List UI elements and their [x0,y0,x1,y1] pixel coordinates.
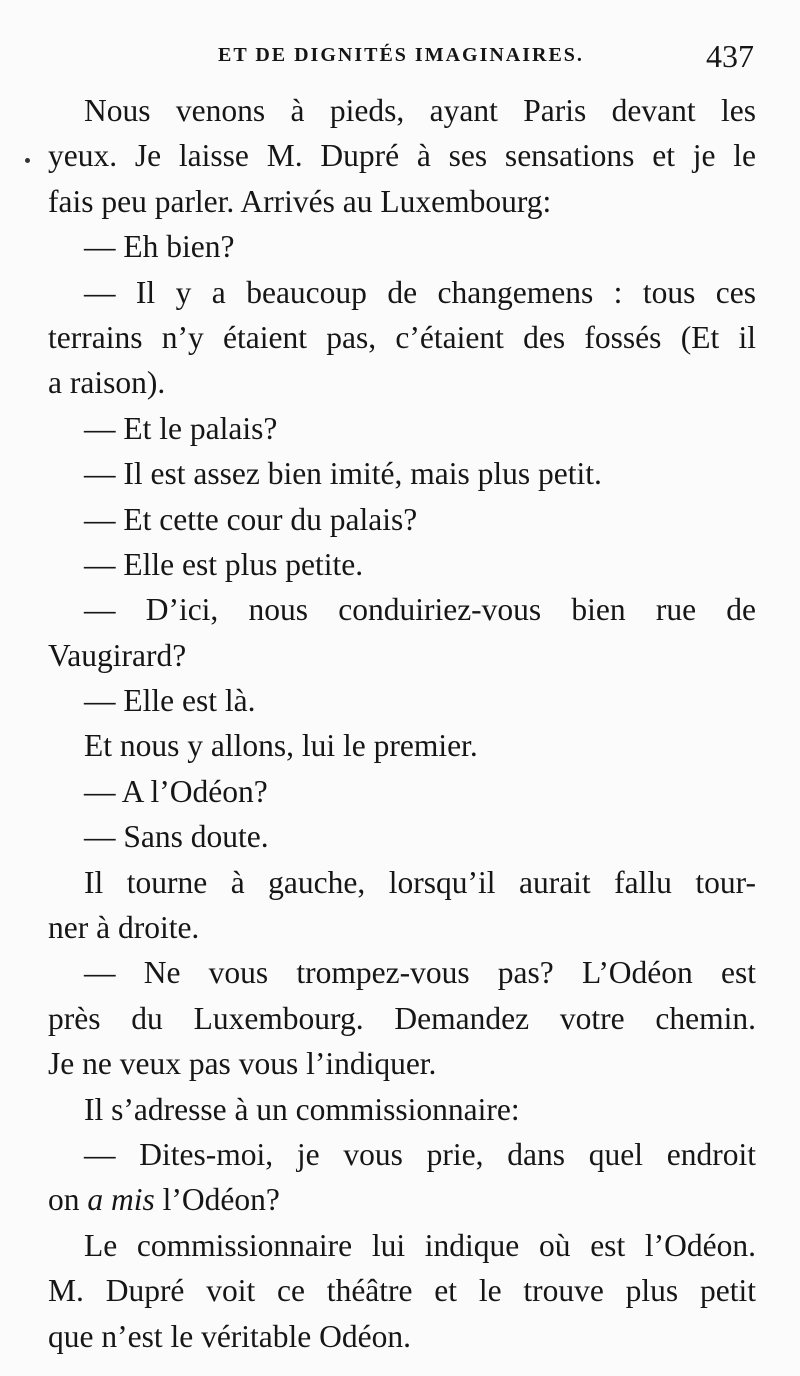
text-line: — Sans doute. [84,819,269,855]
text-line: — Et cette cour du palais? [84,501,418,537]
text-line: — Eh bien? [84,229,235,265]
text-line: près du Luxembourg. Demandez votre chemin. [48,1000,756,1036]
text-line: Il s’adresse à un commissionnaire: [84,1091,520,1127]
text-line: — Elle est plus petite. [84,546,364,582]
text-line: Je ne veux pas vous l’indiquer. [48,1046,437,1082]
text-line: — Dites-moi, je vous prie, dans quel endroit [84,1136,756,1172]
text-line: Le commissionnaire lui indique où est l’Odéon. [84,1227,756,1263]
italic-segment: a mis [87,1182,155,1218]
text-line: — Elle est là. [84,683,256,719]
text-line: que n’est le véritable Odéon. [48,1318,411,1354]
text-line: yeux. Je laisse M. Dupré à ses sensations et je le [48,138,756,174]
text-line: ner à droite. [48,910,200,946]
text-line: fais peu parler. Arrivés au Luxembourg: [48,183,552,219]
page-header [0,36,800,76]
text-line: terrains n’y étaient pas, c’étaient des fossés (Et il [48,319,756,355]
body-text [48,88,756,1359]
text-line: — A l’Odéon? [84,773,268,809]
text-line: — Et le palais? [84,410,278,446]
text-line: Et nous y allons, lui le premier. [84,728,478,764]
text-line: — Ne vous trompez-vous pas? L’Odéon est [84,955,756,991]
text-line: Vaugirard? [48,637,187,673]
text-line [48,1177,756,1222]
text-line: Nous venons à pieds, ayant Paris devant les [84,93,756,128]
page-number: 437 [706,38,754,74]
ink-speck [25,158,30,163]
text-segment: on [48,1182,88,1218]
text-line: — Il y a beaucoup de changemens : tous ces [84,274,756,310]
text-line: Il tourne à gauche, lorsqu’il aurait fallu tour- [84,864,756,900]
text-segment: l’Odéon? [154,1182,280,1218]
text-line: — D’ici, nous conduiriez-vous bien rue de [84,592,756,628]
running-title: ET DE DIGNITÉS IMAGINAIRES. [218,44,584,66]
text-line: M. Dupré voit ce théâtre et le trouve plus petit [48,1273,756,1309]
text-line: — Il est assez bien imité, mais plus petit. [84,456,602,492]
text-line: a raison). [48,365,166,401]
